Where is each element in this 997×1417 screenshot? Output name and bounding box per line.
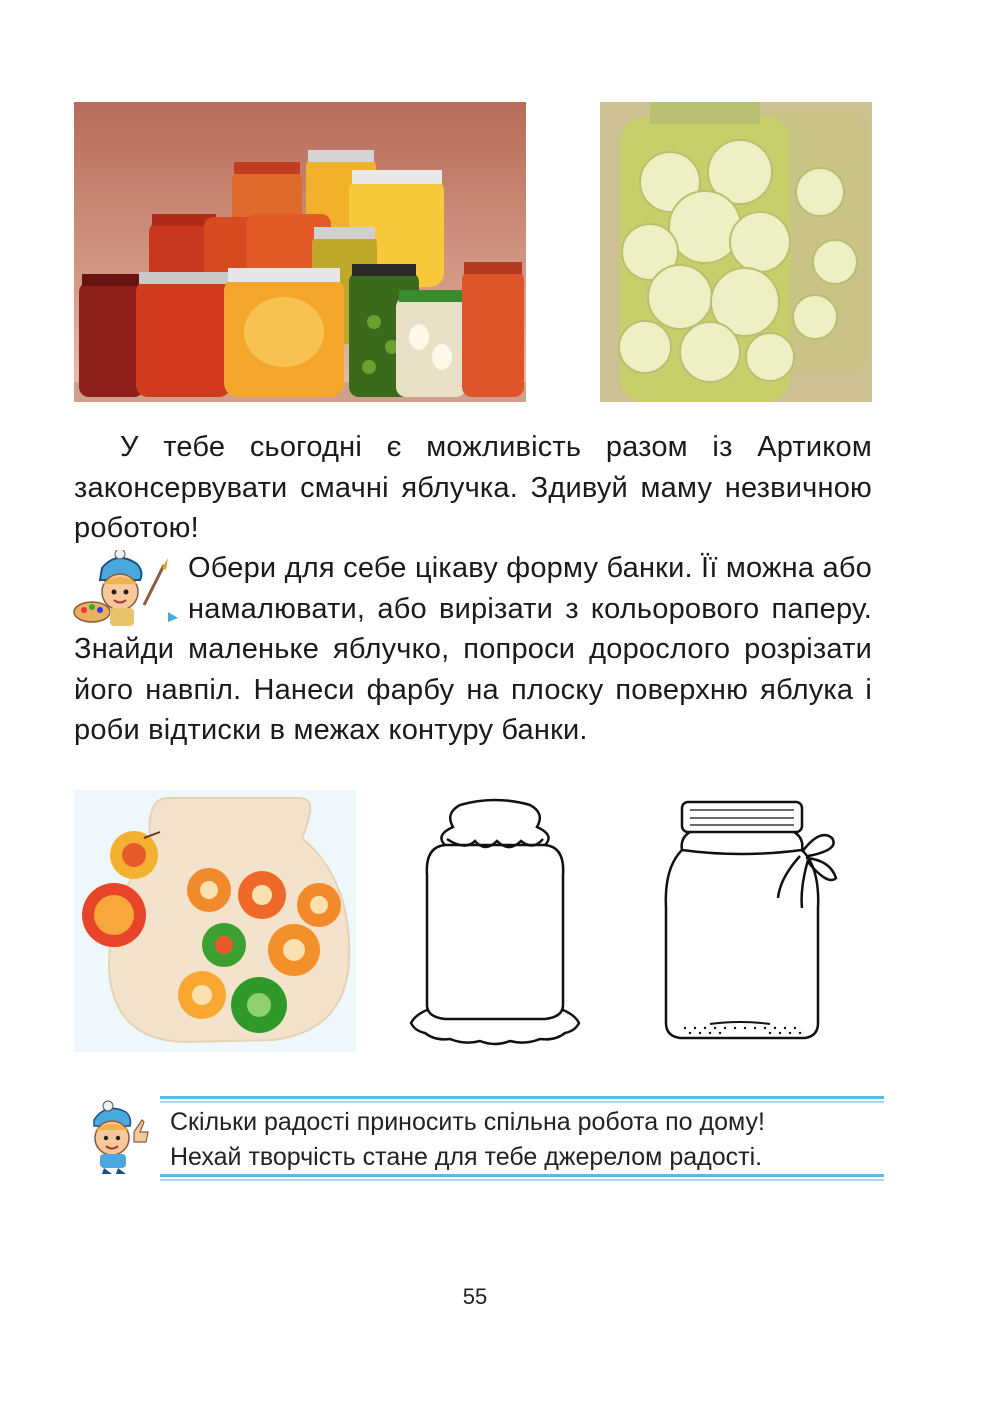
jar-outline-bow — [660, 798, 850, 1044]
apples-photo — [600, 102, 872, 402]
note-top-stripe-light — [160, 1101, 884, 1103]
note-top-stripe — [160, 1096, 884, 1099]
note-bottom-stripe-light — [160, 1179, 884, 1181]
page-number: 55 — [462, 1284, 488, 1309]
artyk-thumbs-up-icon — [82, 1098, 154, 1174]
note-line-1: Скільки радості приносить спільна робота по дому! — [170, 1108, 765, 1136]
intro-paragraph: У тебе сьогодні є можливість разом із Артиком законсервувати смачні яблучка. Здивуй маму незвичною роботою! — [74, 431, 872, 544]
note-line-2: Нехай творчість стане для тебе джерелом радості. — [170, 1143, 763, 1171]
apple-print-example — [74, 790, 356, 1052]
task-text: Обери для себе цікаву форму банки. Її можна або намалювати, або вирізати з кольорового паперу. Знайди маленьке яблучко, попроси дорослого розрізати його навпіл. Нанеси фарбу на плоску поверхню яблука і роби відтиски в межах контуру банки. — [74, 552, 872, 746]
jar-outline-cloth-lid — [405, 795, 585, 1047]
jars-photo — [74, 102, 526, 402]
task-paragraph — [74, 548, 872, 751]
icon-float-spacer — [74, 548, 188, 628]
